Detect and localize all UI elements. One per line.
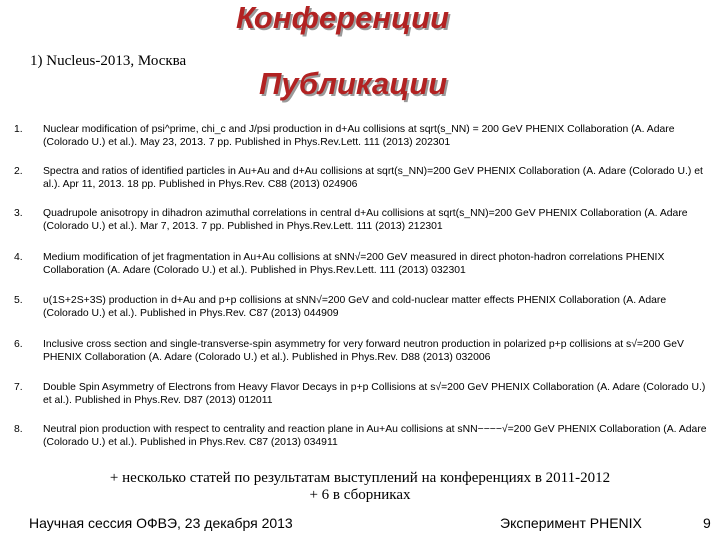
footer-experiment: Эксперимент PHENIX (500, 515, 642, 531)
conference-item: 1) Nucleus-2013, Москва (30, 53, 187, 69)
page-number: 9 (703, 515, 711, 531)
publication-text: Double Spin Asymmetry of Electrons from Heavy Flavor Decays in p+p Collisions at s√=200 GeV PHENIX Collaboration (A. Adare (Colorado U.) et al.). Published in Phys.Rev. D87 (2013) 012011 (43, 382, 706, 406)
publication-text: Inclusive cross section and single-transverse-spin asymmetry for very forward neutron production in polarized p+p collisions at s√=200 GeV PHENIX Collaboration (A. Adare (Colorado U.) et al.). Published in Phys.Rev. D88 (2013) 032006 (43, 339, 684, 363)
publication-number: 4. (14, 252, 23, 263)
publication-number: 1. (14, 124, 23, 135)
publication-text: Neutral pion production with respect to centrality and reaction plane in Au+Au collisions at sNN−−−−√=200 GeV PHENIX Collaboration (A. Adare (Colorado U.) et al.). Published in Phys.Rev. C87 (2013) 034911 (43, 424, 707, 448)
publications-heading: Публикации (259, 66, 448, 101)
publication-number: 2. (14, 166, 23, 177)
note-line-2: + 6 в сборниках (309, 487, 411, 503)
publication-text: Spectra and ratios of identified particles in Au+Au and d+Au collisions at sqrt(s_NN)=200 GeV PHENIX Collaboration (A. Adare (Colorado U.) et al.). Apr 11, 2013. 18 pp. Published in Phys.Rev. C88 (2013) 024906 (43, 166, 703, 190)
publication-number: 8. (14, 424, 23, 435)
publication-number: 5. (14, 295, 23, 306)
publication-text: Quadrupole anisotropy in dihadron azimuthal correlations in central d+Au collisions at sqrt(s_NN)=200 GeV PHENIX Collaboration (A. Adare (Colorado U.) et al.). Mar 7, 2013. 7 pp. Published in Phys.Rev.Lett. 111 (2013) 212301 (43, 208, 688, 232)
note-line-1: + несколько статей по результатам выступлений на конференциях в 2011-2012 (109, 470, 611, 486)
publication-number: 3. (14, 208, 23, 219)
publication-text: Medium modification of jet fragmentation in Au+Au collisions at sNN√=200 GeV measured in direct photon-hadron correlations PHENIX Collaboration (A. Adare (Colorado U.) et al.). Published in Phys.Rev.Lett. 111 (2013) 032301 (43, 252, 665, 276)
publication-text: υ(1S+2S+3S) production in d+Au and p+p collisions at sNN√=200 GeV and cold-nuclear matter effects PHENIX Collaboration (A. Adare (Colorado U.) et al.). Published in Phys.Rev. C87 (2013) 044909 (43, 295, 667, 319)
footer-session: Научная сессия ОФВЭ, 23 декабря 2013 (29, 515, 293, 531)
publication-number: 7. (14, 382, 23, 393)
conferences-heading: Конференции (236, 0, 450, 35)
publication-number: 6. (14, 339, 23, 350)
publication-text: Nuclear modification of psi^prime, chi_c and J/psi production in d+Au collisions at sqrt(s_NN) = 200 GeV PHENIX Collaboration (A. Adare (Colorado U.) et al.). May 23, 2013. 7 pp. Published in Phys.Rev.Lett. 111 (2013) 202301 (43, 124, 675, 148)
additional-note (0, 470, 720, 504)
